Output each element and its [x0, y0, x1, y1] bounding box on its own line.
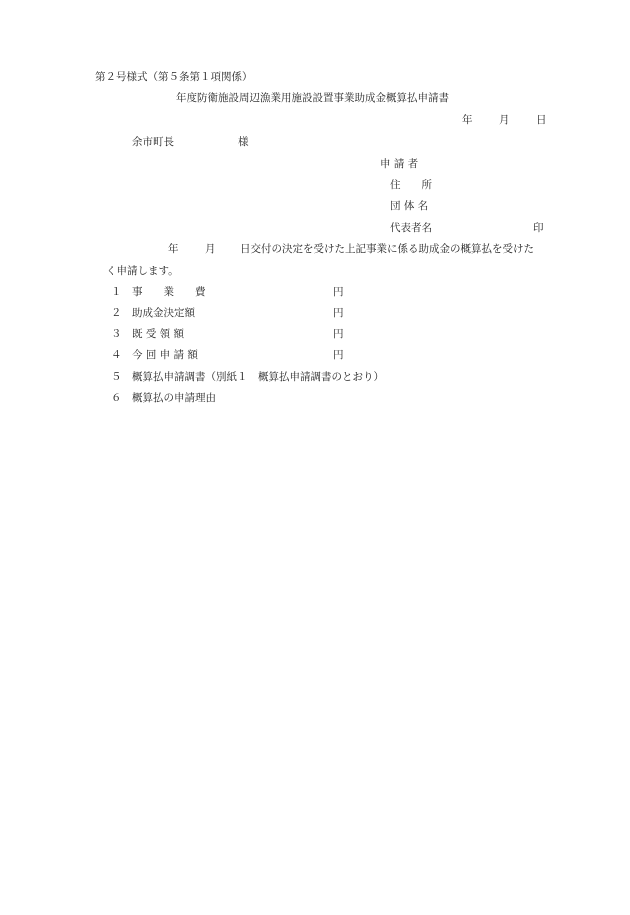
document-title: 年度防衛施設周辺漁業用施設設置事業助成金概算払申請書 — [176, 92, 449, 104]
decision-month-label: 月 — [205, 243, 216, 255]
date-day-label: 日 — [536, 114, 547, 126]
honorific: 様 — [238, 136, 249, 148]
form-number: 第２号様式（第５条第１項関係） — [95, 71, 253, 83]
item-number: ６ — [111, 392, 122, 404]
decision-year-label: 年 — [168, 243, 179, 255]
date-month-label: 月 — [499, 114, 510, 126]
item-number: １ — [111, 286, 122, 298]
item-label: 事 業 費 — [132, 286, 206, 298]
item-number: ２ — [111, 307, 122, 319]
body-text-line1: 日交付の決定を受けた上記事業に係る助成金の概算払を受けた — [240, 243, 534, 255]
item-number: ３ — [111, 328, 122, 340]
date-year-label: 年 — [462, 114, 473, 126]
addressee: 余市町長 — [132, 136, 174, 148]
item-number: ４ — [111, 349, 122, 361]
seal-mark: 印 — [533, 222, 544, 234]
item-unit: 円 — [333, 349, 344, 361]
item-label: 概算払の申請理由 — [132, 392, 216, 404]
address-label: 住 所 — [390, 179, 432, 191]
item-label: 既 受 領 額 — [132, 328, 185, 340]
representative-label: 代表者名 — [390, 222, 432, 234]
item-unit: 円 — [333, 328, 344, 340]
org-name-label: 団 体 名 — [390, 200, 429, 212]
item-unit: 円 — [333, 307, 344, 319]
item-number: ５ — [111, 371, 122, 383]
body-text-line2: く申請します。 — [106, 265, 179, 277]
applicant-heading: 申 請 者 — [380, 158, 419, 170]
item-label: 概算払申請調書（別紙１ 概算払申請調書のとおり） — [132, 371, 384, 383]
item-label: 今 回 申 請 額 — [132, 349, 198, 361]
item-label: 助成金決定額 — [132, 307, 195, 319]
item-unit: 円 — [333, 286, 344, 298]
